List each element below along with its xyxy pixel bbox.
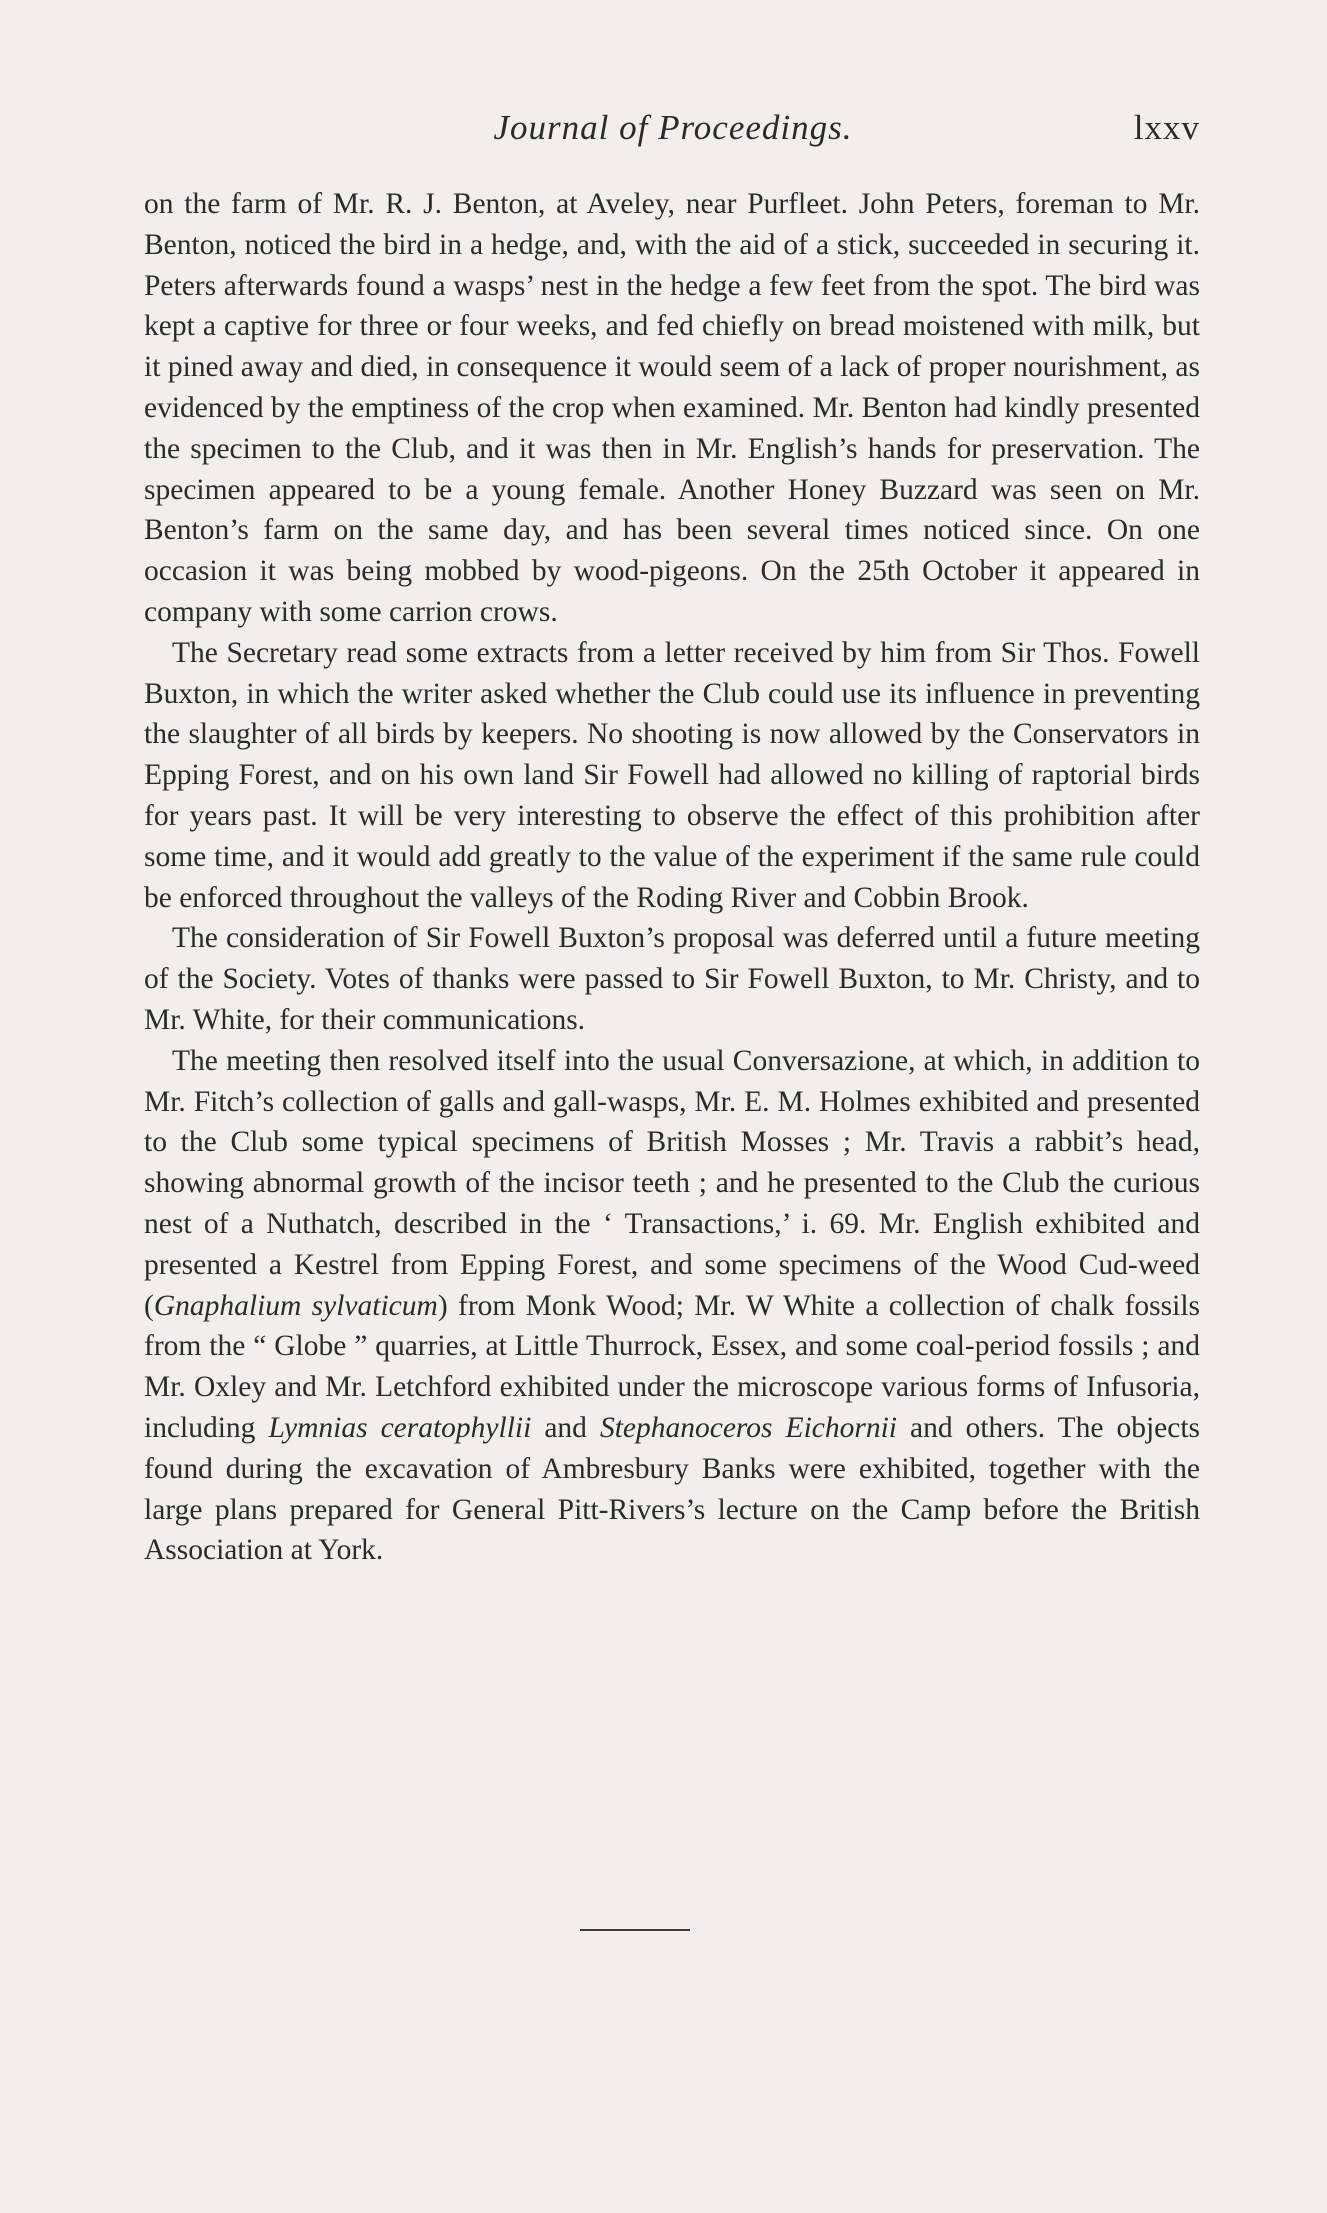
section-divider-rule <box>580 1929 690 1931</box>
paragraph-1: on the farm of Mr. R. J. Benton, at Aveley, near Purfleet. John Peters, foreman to Mr. Benton, noticed the bird in a hedge, and, with the aid of a stick, succeeded in securing it. Peters afterwards found a wasps’ nest in the hedge a few feet from the spot. The bird was kept a captive for three or four weeks, and fed chiefly on bread moistened with milk, but it pined away and died, in consequence it would seem of a lack of proper nourishment, as evidenced by the emptiness of the crop when examined. Mr. Benton had kindly presented the specimen to the Club, and it was then in Mr. English’s hands for preservation. The specimen appeared to be a young female. Another Honey Buzzard was seen on Mr. Benton’s farm on the same day, and has been several times noticed since. On one occasion it was being mobbed by wood-pigeons. On the 25th October it appeared in company with some carrion crows. <box>144 188 1200 628</box>
paragraph-2: The Secretary read some extracts from a letter received by him from Sir Thos. Fowell Buxton, in which the writer asked whether the Club could use its influence in preventing the slaughter of all birds by keepers. No shooting is now allowed by the Conservators in Epping Forest, and on his own land Sir Fowell had allowed no killing of raptorial birds for years past. It will be very interesting to observe the effect of this prohibition after some time, and it would add greatly to the value of the experiment if the same rule could be enforced throughout the valleys of the Roding River and Cobbin Brook. <box>144 636 1200 914</box>
paragraph-4-text-2: ) from Monk Wood; Mr. W White a collection of chalk fossils from the “ Globe ” quarries, at Little Thurrock, Essex, and some coal-period fossils ; and Mr. Oxley and Mr. Letchford exhibited under the microscope various forms of Infusoria, including <box>144 1289 1200 1444</box>
paragraph-4 <box>144 1041 1200 1571</box>
paragraph-4-text-1: The meeting then resolved itself into the usual Conversazione, at which, in addition to Mr. Fitch’s collection of galls and gall-wasps, Mr. E. M. Holmes exhibited and presented to the Club some typical specimens of British Mosses ; Mr. Travis a rabbit’s head, showing abnormal growth of the incisor teeth ; and he presented to the Club the curious nest of a Nuthatch, described in the ‘ Transactions,’ i. 69. Mr. English exhibited and presented a Kestrel from Epping Forest, and some specimens of the Wood Cud-weed ( <box>144 1044 1200 1322</box>
running-title: Journal of Proceedings. <box>493 108 853 147</box>
body-text <box>144 184 1200 1571</box>
species-name-stephanoceros: Stephanoceros Eichornii <box>599 1411 897 1444</box>
paragraph-4-text-3: and <box>531 1411 600 1444</box>
species-name-lymnias: Lymnias ceratophyllii <box>268 1411 532 1444</box>
paragraph-4-text-4: and others. The objects found during the excavation of Ambresbury Banks were exhibited, together with the large plans prepared for General Pitt-Rivers’s lecture on the Camp before the British Association at York. <box>144 1411 1200 1567</box>
page-number: lxxv <box>1133 108 1200 147</box>
paragraph-3: The consideration of Sir Fowell Buxton’s proposal was deferred until a future meeting of the Society. Votes of thanks were passed to Sir Fowell Buxton, to Mr. Christy, and to Mr. White, for their communications. <box>144 922 1200 1036</box>
species-name-gnaphalium: Gnaphalium sylvaticum <box>153 1289 438 1322</box>
page-header <box>146 108 1200 158</box>
